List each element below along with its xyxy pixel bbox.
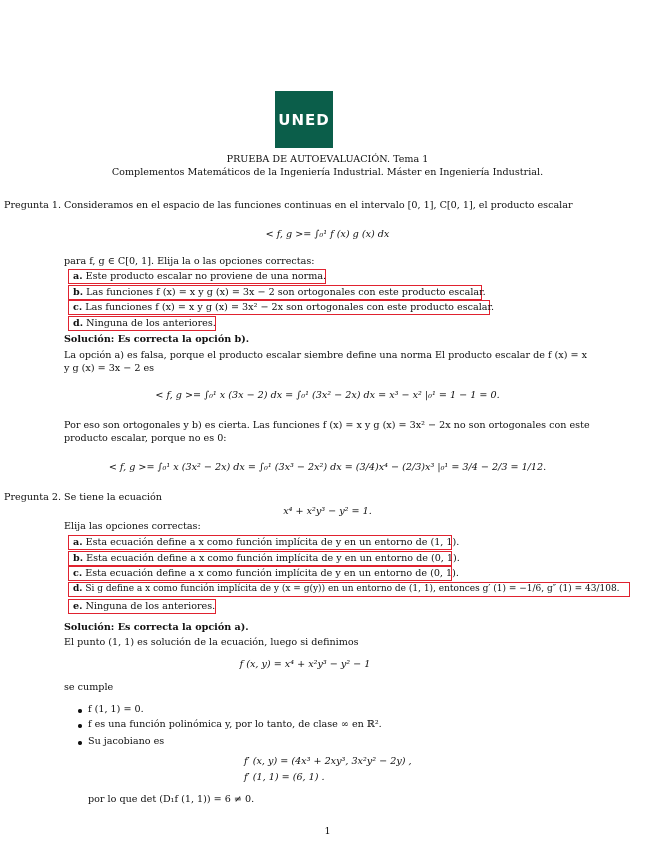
q2-option-d-letter: d.	[73, 584, 83, 594]
q1-option-c[interactable]	[68, 300, 495, 315]
q2-option-c[interactable]	[68, 566, 459, 581]
q1-option-a-text: Este producto escalar no proviene de una norma.	[85, 271, 327, 282]
doc-title: PRUEBA DE AUTOEVALUACIÓN. Tema 1	[226, 154, 429, 165]
q2-option-b-text: Esta ecuación define a x como función implícita de y en un entorno de (0, 1).	[86, 553, 460, 564]
q1-option-a[interactable]	[68, 269, 326, 284]
q2-option-e[interactable]	[68, 599, 216, 614]
page-number: 1	[324, 826, 331, 837]
bullet-dot	[78, 741, 82, 745]
q2-option-c-letter: c.	[73, 568, 83, 579]
q1-text: Consideramos en el espacio de las funciones continuas en el intervalo [0, 1], C[0, 1], el producto escalar	[64, 200, 573, 211]
q1-option-c-letter: c.	[73, 302, 83, 313]
q1-option-a-letter: a.	[73, 271, 83, 282]
q1-option-c-text: Las funciones f (x) = x y g (x) = 3x² − 2x son ortogonales con este producto escalar.	[85, 302, 495, 313]
bullet-dot	[78, 709, 82, 713]
q1-formula: < f, g >= ∫₀¹ f (x) g (x) dx	[265, 229, 390, 240]
q1-option-b-letter: b.	[73, 287, 84, 298]
q2-option-b-letter: b.	[73, 553, 84, 564]
q2-option-a[interactable]	[68, 535, 460, 550]
q1-option-b[interactable]	[68, 285, 486, 300]
q1-formula2: < f, g >= ∫₀¹ x (3x − 2) dx = ∫₀¹ (3x² − 2x) dx = x³ − x² |₀¹ = 1 − 1 = 0.	[155, 390, 500, 401]
det-line: por lo que det (D₁f (1, 1)) = 6 ≠ 0.	[88, 794, 255, 805]
q2-text2: Elija las opciones correctas:	[64, 521, 201, 532]
q2-sol-line1: El punto (1, 1) es solución de la ecuación, luego si definimos	[64, 637, 359, 648]
q2-formula: x⁴ + x²y³ − y² = 1.	[283, 506, 372, 517]
q2-option-c-text: Esta ecuación define a x como función implícita de y en un entorno de (0, 1).	[85, 568, 459, 579]
q2-option-d-text: Si g define a x como función implícita de y (x = g(y)) en un entorno de (1, 1), entonces g′ (1) = −1/6, g″ (1) = 43/108.	[85, 584, 620, 594]
q2-text: Se tiene la ecuación	[64, 492, 162, 503]
q1-sol-line4: producto escalar, porque no es 0:	[64, 433, 227, 444]
logo-text: UNED	[278, 110, 330, 129]
q1-text2: para f, g ∈ C[0, 1]. Elija la o las opciones correctas:	[64, 256, 315, 267]
q1-sol-line1: La opción a) es falsa, porque el producto escalar siembre define una norma El producto escalar de f (x) = x	[64, 350, 587, 361]
uned-logo	[275, 91, 333, 148]
q1-option-b-text: Las funciones f (x) = x y g (x) = 3x − 2 son ortogonales con este producto escalar.	[86, 287, 486, 298]
q1-solution: Solución: Es correcta la opción b).	[64, 334, 250, 345]
q2-solution: Solución: Es correcta la opción a).	[64, 622, 249, 633]
q2-sol-line2: se cumple	[64, 682, 114, 693]
bullet-item-2: f es una función polinómica y, por lo tanto, de clase ∞ en ℝ².	[88, 719, 382, 730]
q2-option-d[interactable]	[68, 582, 630, 597]
q2-formula2: f (x, y) = x⁴ + x²y³ − y² − 1	[239, 659, 371, 670]
bullet-dot	[78, 724, 82, 728]
bullet-item-3: Su jacobiano es	[88, 736, 165, 747]
q1-label: Pregunta 1.	[4, 200, 61, 211]
q2-option-e-letter: e.	[73, 601, 83, 612]
jacobian-line1: f′ (x, y) = (4x³ + 2xy³, 3x²y² − 2y) ,	[244, 756, 412, 767]
q2-label: Pregunta 2.	[4, 492, 61, 503]
q2-option-e-text: Ninguna de los anteriores.	[85, 601, 216, 612]
q1-formula3: < f, g >= ∫₀¹ x (3x² − 2x) dx = ∫₀¹ (3x³ − 2x²) dx = (3/4)x⁴ − (2/3)x³ |₀¹ = 3/4 − 2/3 = 1/12.	[108, 462, 547, 473]
q1-option-d[interactable]	[68, 316, 216, 331]
q1-option-d-text: Ninguna de los anteriores.	[86, 318, 216, 329]
q1-sol-line3: Por eso son ortogonales y b) es cierta. Las funciones f (x) = x y g (x) = 3x² − 2x no son ortogonales con este	[64, 420, 590, 431]
jacobian-line2: f′ (1, 1) = (6, 1) .	[244, 772, 325, 783]
q1-sol-line2: y g (x) = 3x − 2 es	[64, 363, 155, 374]
q1-option-d-letter: d.	[73, 318, 84, 329]
q2-option-a-letter: a.	[73, 537, 83, 548]
doc-subtitle: Complementos Matemáticos de la Ingeniería Industrial. Máster en Ingeniería Industrial.	[111, 167, 544, 178]
q2-option-b[interactable]	[68, 551, 460, 566]
bullet-item-1: f (1, 1) = 0.	[88, 704, 144, 715]
q2-option-a-text: Esta ecuación define a x como función implícita de y en un entorno de (1, 1).	[85, 537, 460, 548]
